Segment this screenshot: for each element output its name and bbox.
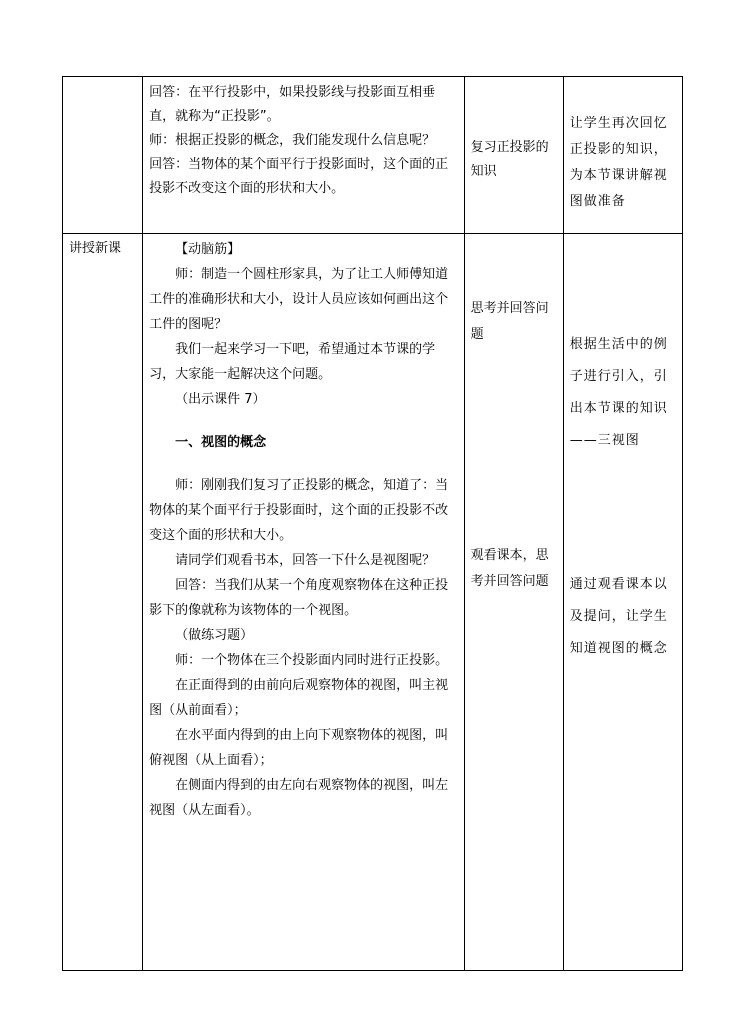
design-intent-cell [563,234,682,971]
design-intent-text: 让学生再次回忆正投影的知识，为本节课讲解视图做准备 [569,116,668,209]
student-activity-text: 观看课本，思考并回答问题 [470,548,549,589]
paragraph: 回答：当物体的某个面平行于投影面时，这个面的正投影不改变这个面的形状和大小。 [149,157,449,196]
paragraph: 在侧面内得到的由左向右观察物体的视图，叫左视图（从左面看）。 [149,778,449,818]
student-activity-text: 思考并回答问题 [470,301,549,342]
section-cell [63,77,143,234]
paragraph: 回答：当我们从某一个角度观察物体在这种正投影下的像就称为该物体的一个视图。 [149,578,449,618]
student-activity-text: 复习正投影的知识 [470,140,549,179]
design-intent-cell [563,77,682,234]
section-cell: 讲授新课 [63,234,143,971]
heading: 一、视图的概念 [175,435,267,450]
paragraph: 我们一起来学习一下吧，希望通过本节课的学习，大家能一起解决这个问题。 [149,342,436,382]
student-activity-cell [464,77,563,234]
table-row [63,234,683,971]
student-activity-cell [464,234,563,971]
paragraph: 师：刚刚我们复习了正投影的概念，知道了：当物体的某个面平行于投影面时，这个面的正投影不改变这个面的形状和大小。 [149,478,449,543]
design-intent-text: 通过观看课本以及提问，让学生知道视图的概念 [569,577,668,656]
content-cell [143,77,465,234]
design-intent-text: 根据生活中的例子进行引入，引出本节课的知识——三视图 [569,337,668,448]
paragraph: 师：根据正投影的概念，我们能发现什么信息呢？ [149,133,436,148]
lesson-plan-table [62,76,683,971]
section-subtitle: 【动脑筋】 [175,242,241,257]
content-cell [143,234,465,971]
paragraph: 师：制造一个圆柱形家具，为了让工人师傅知道工件的准确形状和大小，设计人员应该如何画出这个工件的图呢？ [149,267,449,332]
paragraph: 回答：在平行投影中，如果投影线与投影面互相垂直，就称为“正投影”。 [149,85,436,124]
paragraph: 在正面得到的由前向后观察物体的视图，叫主视图（从前面看）； [149,678,449,718]
paragraph: 请同学们观看书本，回答一下什么是视图呢？ [175,553,436,568]
paragraph: （出示课件 7） [175,392,266,407]
paragraph: （做练习题） [175,628,254,643]
table-row [63,77,683,234]
paragraph: 师：一个物体在三个投影面内同时进行正投影。 [175,653,449,668]
paragraph: 在水平面内得到的由上向下观察物体的视图，叫俯视图（从上面看）； [149,728,449,768]
